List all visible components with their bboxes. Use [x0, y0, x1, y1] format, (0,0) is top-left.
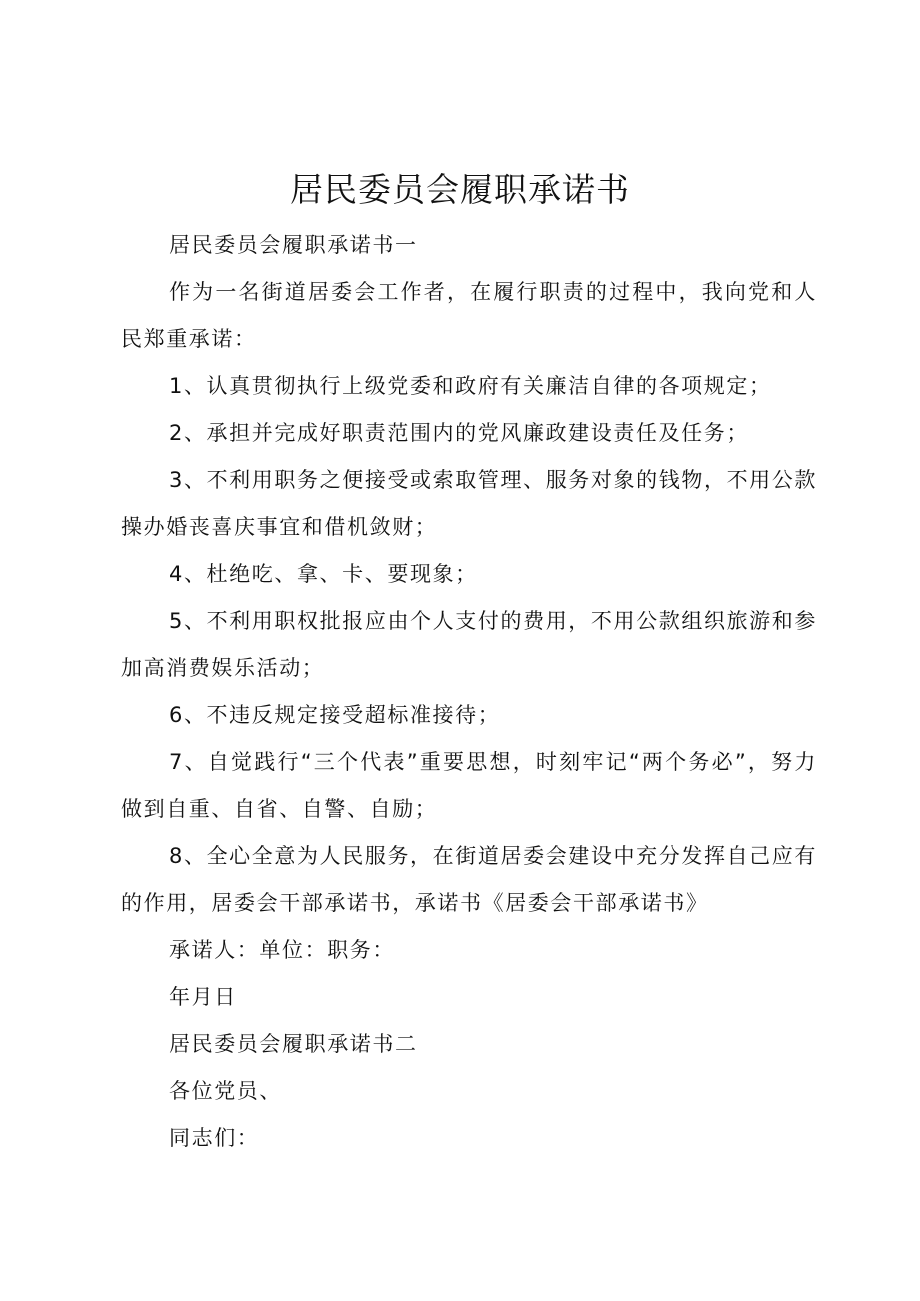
paragraph-item-2: 2、承担并完成好职责范围内的党风廉政建设责任及任务； — [169, 421, 749, 445]
paragraph-item-5: 5、不利用职权批报应由个人支付的费用，不用公款组织旅游和参加高消费娱乐活动； — [121, 609, 817, 680]
document-title: 居民委员会履职承诺书 — [290, 170, 630, 209]
paragraph-greeting-2: 同志们： — [169, 1126, 260, 1150]
paragraph-item-1: 1、认真贯彻执行上级党委和政府有关廉洁自律的各项规定； — [169, 374, 772, 398]
paragraph-heading-two: 居民委员会履职承诺书二 — [169, 1032, 418, 1056]
paragraph-greeting-1: 各位党员、 — [169, 1079, 282, 1103]
paragraph-item-6: 6、不违反规定接受超标准接待； — [169, 703, 501, 727]
paragraph-signature: 承诺人：单位：职务： — [169, 938, 395, 962]
paragraph-intro: 作为一名街道居委会工作者，在履行职责的过程中，我向党和人民郑重承诺： — [121, 280, 817, 351]
paragraph-item-4: 4、杜绝吃、拿、卡、要现象； — [169, 562, 478, 586]
paragraph-item-3: 3、不利用职务之便接受或索取管理、服务对象的钱物，不用公款操办婚丧喜庆事宜和借机敛财； — [121, 468, 817, 539]
paragraph-item-8: 8、全心全意为人民服务，在街道居委会建设中充分发挥自己应有的作用，居委会干部承诺书，承诺书《居委会干部承诺书》 — [121, 844, 817, 915]
paragraph-heading-one: 居民委员会履职承诺书一 — [169, 233, 418, 257]
paragraph-item-7: 7、自觉践行“三个代表”重要思想，时刻牢记“两个务必”，努力做到自重、自省、自警、自励； — [121, 750, 817, 821]
document-body — [121, 222, 817, 1162]
paragraph-date: 年月日 — [169, 985, 237, 1009]
